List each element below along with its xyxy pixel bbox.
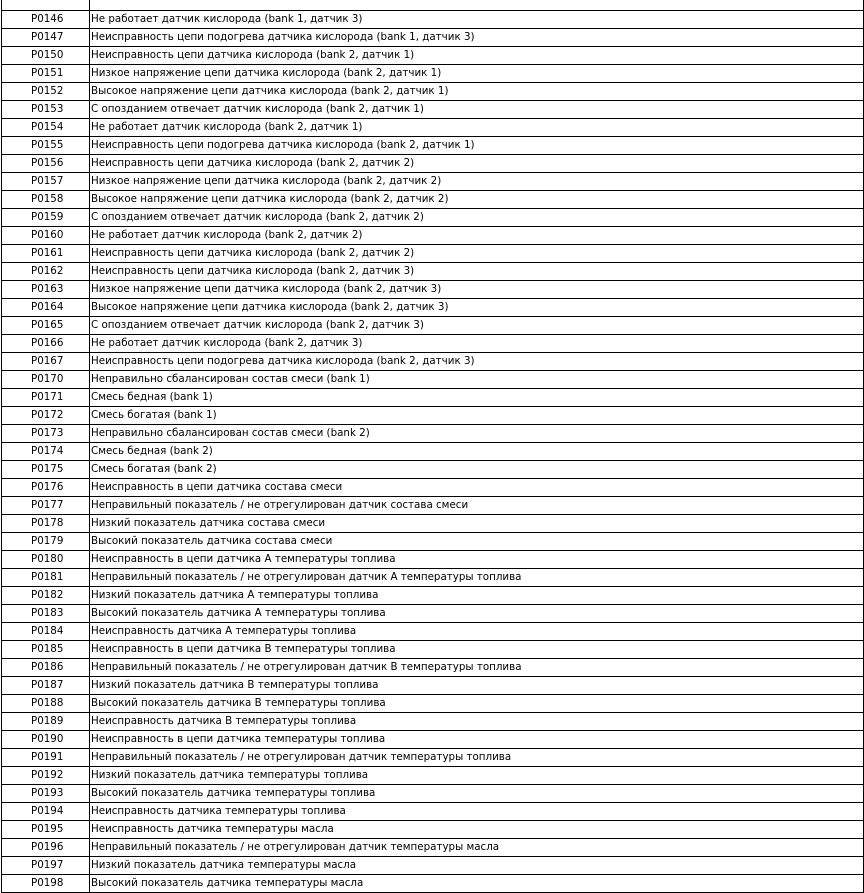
table-row bbox=[2, 623, 864, 641]
error-code-cell[interactable]: P0185 bbox=[2, 641, 90, 659]
table-row bbox=[2, 47, 864, 65]
table-row bbox=[2, 713, 864, 731]
error-description-cell[interactable]: Неисправность датчика В температуры топлива bbox=[90, 713, 864, 731]
table-row bbox=[2, 587, 864, 605]
table-row bbox=[2, 515, 864, 533]
error-description-cell[interactable]: Неисправность в цепи датчика состава смеси bbox=[90, 479, 864, 497]
error-description-cell[interactable]: Смесь богатая (bank 2) bbox=[90, 461, 864, 479]
error-description-cell[interactable]: Высокое напряжение цепи датчика кислорода (bank 2, датчик 3) bbox=[90, 299, 864, 317]
error-code-cell[interactable]: P0182 bbox=[2, 587, 90, 605]
table-row bbox=[2, 245, 864, 263]
error-description-cell[interactable]: Не работает датчик кислорода (bank 2, датчик 2) bbox=[90, 227, 864, 245]
error-code-cell[interactable]: P0162 bbox=[2, 263, 90, 281]
error-description-cell[interactable]: Неправильно сбалансирован состав смеси (bank 2) bbox=[90, 425, 864, 443]
error-code-cell[interactable]: P0159 bbox=[2, 209, 90, 227]
error-code-cell[interactable]: P0166 bbox=[2, 335, 90, 353]
table-row bbox=[2, 317, 864, 335]
error-description-cell[interactable]: Неправильный показатель / не отрегулирован датчик А температуры топлива bbox=[90, 569, 864, 587]
error-description-cell[interactable]: Неисправность цепи подогрева датчика кислорода (bank 2, датчик 3) bbox=[90, 353, 864, 371]
error-code-cell[interactable]: P0177 bbox=[2, 497, 90, 515]
table-row bbox=[2, 749, 864, 767]
error-description-cell[interactable]: Неисправность цепи подогрева датчика кислорода (bank 2, датчик 1) bbox=[90, 137, 864, 155]
error-description-cell[interactable]: Высокий показатель датчика состава смеси bbox=[90, 533, 864, 551]
error-description-cell[interactable]: Неисправность цепи датчика кислорода (bank 2, датчик 1) bbox=[90, 47, 864, 65]
error-description-cell[interactable]: Низкий показатель датчика температуры топлива bbox=[90, 767, 864, 785]
error-description-cell[interactable]: С опозданием отвечает датчик кислорода (bank 2, датчик 3) bbox=[90, 317, 864, 335]
table-row bbox=[2, 137, 864, 155]
error-code-cell[interactable]: P0190 bbox=[2, 731, 90, 749]
error-code-cell[interactable]: P0156 bbox=[2, 155, 90, 173]
error-code-cell[interactable]: P0165 bbox=[2, 317, 90, 335]
error-description-cell[interactable]: Низкий показатель датчика температуры масла bbox=[90, 857, 864, 875]
table-row bbox=[2, 839, 864, 857]
error-description-cell[interactable] bbox=[90, 0, 864, 11]
error-code-cell[interactable]: P0170 bbox=[2, 371, 90, 389]
error-code-table bbox=[1, 0, 864, 893]
error-code-cell[interactable]: P0160 bbox=[2, 227, 90, 245]
error-code-cell[interactable]: P0146 bbox=[2, 11, 90, 29]
error-code-cell[interactable]: P0172 bbox=[2, 407, 90, 425]
table-row bbox=[2, 605, 864, 623]
error-code-cell[interactable]: P0163 bbox=[2, 281, 90, 299]
error-code-cell[interactable]: P0175 bbox=[2, 461, 90, 479]
error-code-cell[interactable]: P0198 bbox=[2, 875, 90, 893]
error-code-cell[interactable]: P0153 bbox=[2, 101, 90, 119]
error-code-cell[interactable]: P0155 bbox=[2, 137, 90, 155]
error-code-cell[interactable]: P0194 bbox=[2, 803, 90, 821]
table-row bbox=[2, 461, 864, 479]
table-row bbox=[2, 803, 864, 821]
table-row bbox=[2, 533, 864, 551]
error-code-cell[interactable]: P0186 bbox=[2, 659, 90, 677]
error-code-cell[interactable]: P0196 bbox=[2, 839, 90, 857]
table-row bbox=[2, 263, 864, 281]
error-description-cell[interactable]: Не работает датчик кислорода (bank 2, датчик 3) bbox=[90, 335, 864, 353]
table-row bbox=[2, 281, 864, 299]
table-row bbox=[2, 731, 864, 749]
error-code-cell[interactable]: P0180 bbox=[2, 551, 90, 569]
error-description-cell[interactable]: Неисправность в цепи датчика температуры топлива bbox=[90, 731, 864, 749]
error-description-cell[interactable]: Не работает датчик кислорода (bank 1, датчик 3) bbox=[90, 11, 864, 29]
error-description-cell[interactable]: Высокий показатель датчика В температуры топлива bbox=[90, 695, 864, 713]
table-row bbox=[2, 191, 864, 209]
error-description-cell[interactable]: Не работает датчик кислорода (bank 2, датчик 1) bbox=[90, 119, 864, 137]
table-row bbox=[2, 785, 864, 803]
error-code-cell[interactable]: P0158 bbox=[2, 191, 90, 209]
error-description-cell[interactable]: Неисправность цепи датчика кислорода (bank 2, датчик 2) bbox=[90, 155, 864, 173]
error-description-cell[interactable]: Неправильный показатель / не отрегулирован датчик температуры топлива bbox=[90, 749, 864, 767]
error-description-cell[interactable]: Высокий показатель датчика температуры топлива bbox=[90, 785, 864, 803]
table-row bbox=[2, 209, 864, 227]
table-row bbox=[2, 857, 864, 875]
table-row bbox=[2, 119, 864, 137]
error-code-cell[interactable]: P0151 bbox=[2, 65, 90, 83]
error-description-cell[interactable]: Высокий показатель датчика температуры масла bbox=[90, 875, 864, 893]
error-description-cell[interactable]: Неисправность датчика А температуры топлива bbox=[90, 623, 864, 641]
error-description-cell[interactable]: Низкий показатель датчика В температуры топлива bbox=[90, 677, 864, 695]
table-row bbox=[2, 155, 864, 173]
table-row bbox=[2, 29, 864, 47]
error-description-cell[interactable]: Смесь богатая (bank 1) bbox=[90, 407, 864, 425]
error-description-cell[interactable]: С опозданием отвечает датчик кислорода (bank 2, датчик 1) bbox=[90, 101, 864, 119]
table-row bbox=[2, 677, 864, 695]
error-code-table-body bbox=[2, 0, 864, 893]
table-row bbox=[2, 821, 864, 839]
table-row bbox=[2, 11, 864, 29]
error-description-cell[interactable]: Смесь бедная (bank 2) bbox=[90, 443, 864, 461]
error-description-cell[interactable]: Низкое напряжение цепи датчика кислорода (bank 2, датчик 1) bbox=[90, 65, 864, 83]
error-code-cell[interactable]: P0189 bbox=[2, 713, 90, 731]
error-code-cell[interactable]: P0184 bbox=[2, 623, 90, 641]
error-description-cell[interactable]: Неправильно сбалансирован состав смеси (bank 1) bbox=[90, 371, 864, 389]
error-description-cell[interactable]: Низкий показатель датчика состава смеси bbox=[90, 515, 864, 533]
error-code-cell[interactable]: P0150 bbox=[2, 47, 90, 65]
error-code-cell[interactable]: P0164 bbox=[2, 299, 90, 317]
error-description-cell[interactable]: Неправильный показатель / не отрегулирован датчик температуры масла bbox=[90, 839, 864, 857]
table-row bbox=[2, 65, 864, 83]
error-code-cell[interactable]: P0188 bbox=[2, 695, 90, 713]
table-row bbox=[2, 659, 864, 677]
table-row bbox=[2, 101, 864, 119]
table-row bbox=[2, 767, 864, 785]
table-row bbox=[2, 335, 864, 353]
table-row bbox=[2, 479, 864, 497]
table-row bbox=[2, 371, 864, 389]
error-description-cell[interactable]: Неисправность датчика температуры топлива bbox=[90, 803, 864, 821]
error-code-cell[interactable]: P0154 bbox=[2, 119, 90, 137]
table-row bbox=[2, 389, 864, 407]
error-description-cell[interactable]: Низкий показатель датчика А температуры топлива bbox=[90, 587, 864, 605]
error-code-cell[interactable]: P0157 bbox=[2, 173, 90, 191]
error-code-cell[interactable]: P0193 bbox=[2, 785, 90, 803]
error-description-cell[interactable]: С опозданием отвечает датчик кислорода (bank 2, датчик 2) bbox=[90, 209, 864, 227]
table-row bbox=[2, 407, 864, 425]
error-code-cell[interactable]: P0167 bbox=[2, 353, 90, 371]
error-code-cell[interactable]: P0152 bbox=[2, 83, 90, 101]
table-row bbox=[2, 0, 864, 11]
table-row bbox=[2, 497, 864, 515]
table-row bbox=[2, 551, 864, 569]
error-code-cell[interactable] bbox=[2, 0, 90, 11]
table-row bbox=[2, 299, 864, 317]
error-code-cell[interactable]: P0176 bbox=[2, 479, 90, 497]
error-code-cell[interactable]: P0171 bbox=[2, 389, 90, 407]
error-description-cell[interactable]: Высокое напряжение цепи датчика кислорода (bank 2, датчик 2) bbox=[90, 191, 864, 209]
error-code-cell[interactable]: P0195 bbox=[2, 821, 90, 839]
error-code-cell[interactable]: P0147 bbox=[2, 29, 90, 47]
error-code-cell[interactable]: P0183 bbox=[2, 605, 90, 623]
error-description-cell[interactable]: Неправильный показатель / не отрегулирован датчик состава смеси bbox=[90, 497, 864, 515]
error-description-cell[interactable]: Смесь бедная (bank 1) bbox=[90, 389, 864, 407]
error-code-cell[interactable]: P0174 bbox=[2, 443, 90, 461]
table-row bbox=[2, 569, 864, 587]
error-description-cell[interactable]: Высокий показатель датчика А температуры топлива bbox=[90, 605, 864, 623]
error-code-cell[interactable]: P0181 bbox=[2, 569, 90, 587]
table-row bbox=[2, 83, 864, 101]
table-row bbox=[2, 443, 864, 461]
error-code-cell[interactable]: P0187 bbox=[2, 677, 90, 695]
table-row bbox=[2, 695, 864, 713]
error-description-cell[interactable]: Неисправность датчика температуры масла bbox=[90, 821, 864, 839]
error-description-cell[interactable]: Низкое напряжение цепи датчика кислорода (bank 2, датчик 2) bbox=[90, 173, 864, 191]
table-row bbox=[2, 641, 864, 659]
error-description-cell[interactable]: Неисправность цепи датчика кислорода (bank 2, датчик 3) bbox=[90, 263, 864, 281]
error-code-cell[interactable]: P0192 bbox=[2, 767, 90, 785]
error-description-cell[interactable]: Неисправность в цепи датчика А температуры топлива bbox=[90, 551, 864, 569]
error-description-cell[interactable]: Неисправность в цепи датчика В температуры топлива bbox=[90, 641, 864, 659]
table-row bbox=[2, 227, 864, 245]
error-code-cell[interactable]: P0191 bbox=[2, 749, 90, 767]
error-code-cell[interactable]: P0178 bbox=[2, 515, 90, 533]
error-code-cell[interactable]: P0179 bbox=[2, 533, 90, 551]
error-description-cell[interactable]: Высокое напряжение цепи датчика кислорода (bank 2, датчик 1) bbox=[90, 83, 864, 101]
error-description-cell[interactable]: Низкое напряжение цепи датчика кислорода (bank 2, датчик 3) bbox=[90, 281, 864, 299]
error-code-cell[interactable]: P0197 bbox=[2, 857, 90, 875]
table-row bbox=[2, 353, 864, 371]
table-row bbox=[2, 173, 864, 191]
error-code-cell[interactable]: P0173 bbox=[2, 425, 90, 443]
table-row bbox=[2, 425, 864, 443]
error-code-cell[interactable]: P0161 bbox=[2, 245, 90, 263]
error-description-cell[interactable]: Неправильный показатель / не отрегулирован датчик В температуры топлива bbox=[90, 659, 864, 677]
error-description-cell[interactable]: Неисправность цепи подогрева датчика кислорода (bank 1, датчик 3) bbox=[90, 29, 864, 47]
error-description-cell[interactable]: Неисправность цепи датчика кислорода (bank 2, датчик 2) bbox=[90, 245, 864, 263]
